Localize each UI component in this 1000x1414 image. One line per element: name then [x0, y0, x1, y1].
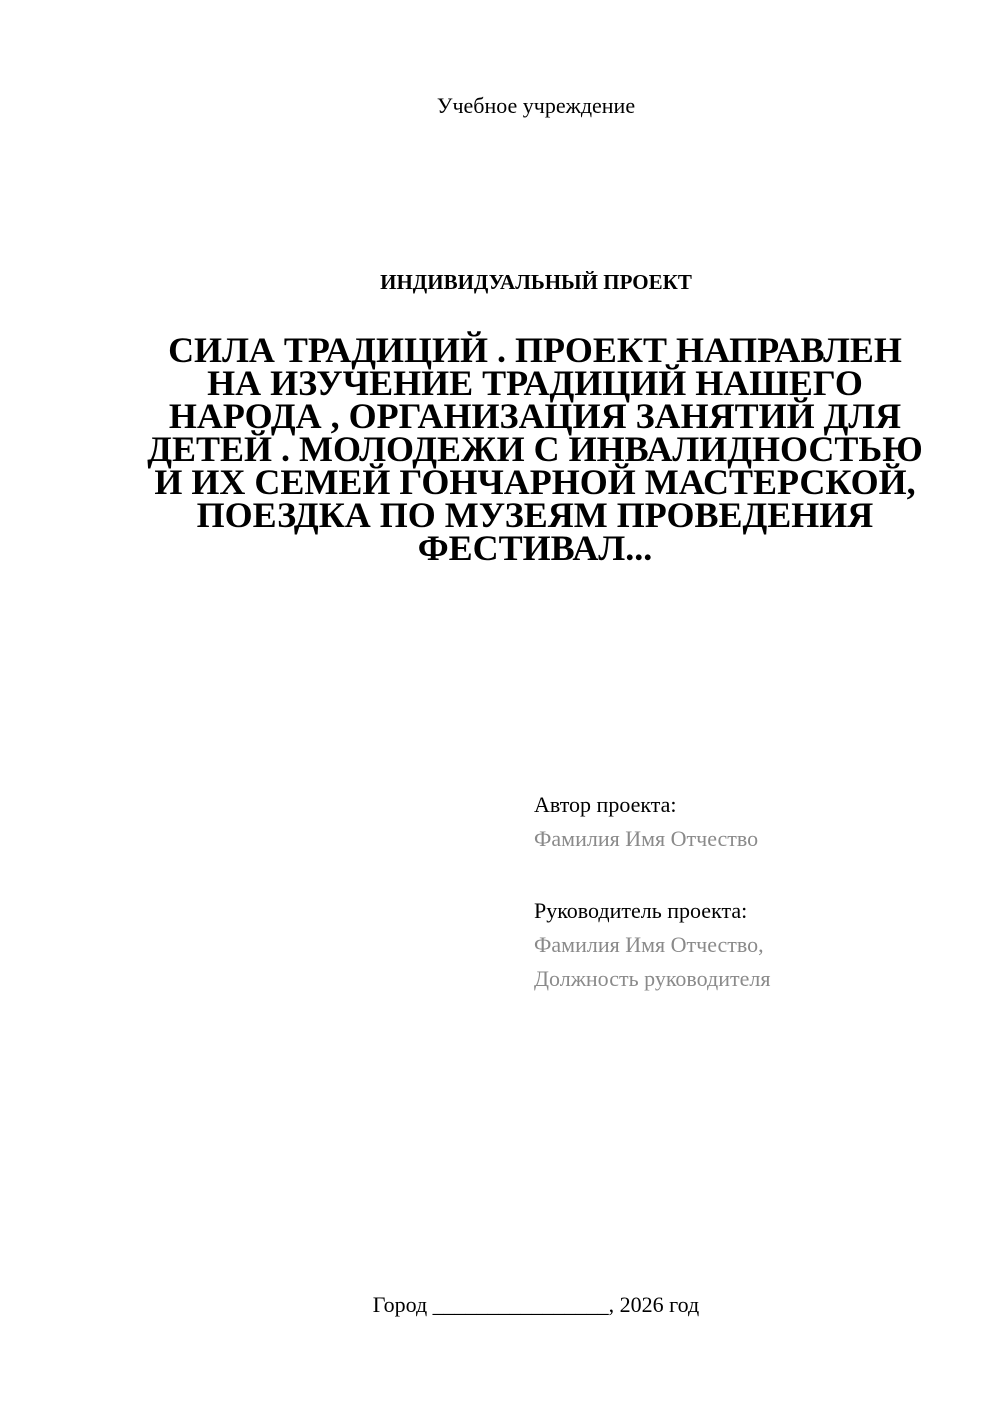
document-type-heading: ИНДИВИДУАЛЬНЫЙ ПРОЕКТ: [380, 270, 692, 294]
supervisor-position-placeholder: Должность руководителя: [534, 966, 771, 991]
supervisor-name-placeholder: Фамилия Имя Отчество,: [534, 932, 764, 957]
credits-spacer: [534, 856, 974, 894]
city-year-footer: Город ________________, 2026 год: [372, 1292, 700, 1317]
credits-block: [534, 788, 974, 996]
institution-name: Учебное учреждение: [436, 93, 636, 118]
author-name-placeholder: Фамилия Имя Отчество: [534, 826, 759, 851]
project-title: СИЛА ТРАДИЦИЙ . ПРОЕКТ НАПРАВЛЕН НА ИЗУЧЕНИЕ ТРАДИЦИЙ НАШЕГО НАРОДА , ОРГАНИЗАЦИЯ ЗАНЯТИЙ ДЛЯ ДЕТЕЙ . МОЛОДЕЖИ С ИНВАЛИДНОСТЬЮ И ИХ СЕМЕЙ ГОНЧАРНОЙ МАСТЕРСКОЙ, ПОЕЗДКА ПО МУЗЕЯМ ПРОВЕДЕНИЯ ФЕСТИВАЛ...: [147, 330, 923, 568]
author-label: Автор проекта:: [534, 792, 677, 817]
supervisor-label: Руководитель проекта:: [534, 898, 748, 923]
